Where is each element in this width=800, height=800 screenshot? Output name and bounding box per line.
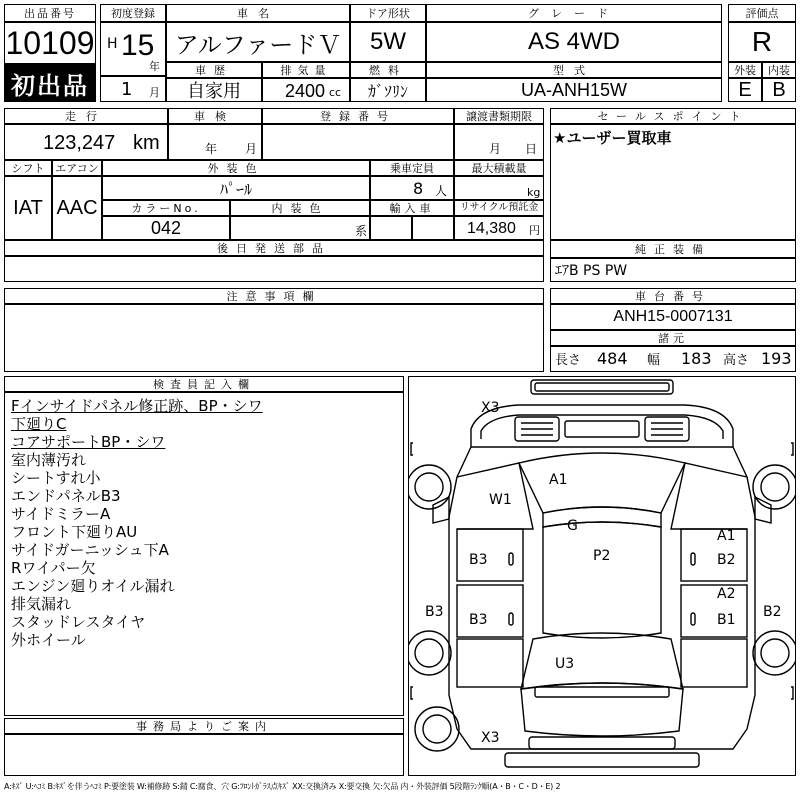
fuel: ｶﾞｿﾘﾝ (350, 78, 426, 102)
import-label: 輸入車 (370, 200, 454, 216)
inspect-line: コアサポートBP・シワ (11, 433, 166, 451)
grade-label: グレード (426, 4, 722, 22)
mileage-label: 走行 (4, 108, 168, 124)
reg-month: 1 (121, 79, 133, 100)
parts-label: 後日発送部品 (4, 240, 544, 256)
import-cell-2 (412, 216, 454, 240)
interior-score: B (762, 78, 796, 102)
lot-no-label: 出品番号 (4, 4, 96, 22)
first-reg-label: 初度登録 (100, 4, 166, 22)
mileage-cell (4, 124, 168, 160)
notes-label: 注意事項欄 (4, 288, 544, 304)
reg-month-cell (100, 76, 166, 102)
damage-g: G (567, 518, 578, 534)
length: 484 (597, 349, 628, 368)
color: ﾊﾟｰﾙ (102, 176, 370, 200)
history-label: 車歴 (166, 62, 262, 78)
first-reg-cell (100, 22, 166, 76)
recycle-cell (454, 216, 544, 240)
inspect-line: エンジン廻りオイル漏れ (11, 577, 175, 595)
color-no: 042 (102, 216, 230, 240)
era: H (107, 36, 118, 52)
inspect-line: 下廻りC (11, 415, 67, 433)
inspect-line: シートすれ小 (11, 469, 101, 487)
grade: AS 4WD (426, 22, 722, 62)
office-cell (4, 734, 404, 776)
lot-no: 10109 (4, 22, 96, 64)
capacity-cell (370, 176, 454, 200)
equip-cell (550, 258, 796, 282)
month-unit: 月 (149, 86, 160, 99)
inspect-line: 外ホイール (11, 631, 86, 649)
inspect-line: Fインサイドパネル修正跡、BP・シワ (11, 397, 263, 415)
damage-b3-left-rear: B3 (469, 612, 488, 628)
spec-cell (550, 346, 796, 372)
inspect-line: サイドガーニッシュ下A (11, 541, 169, 559)
inspection-year-unit: 年 (205, 142, 218, 156)
damage-a1-right: A1 (717, 528, 736, 544)
exterior-score: E (728, 78, 762, 102)
car-name-label: 車名 (166, 4, 350, 22)
exterior-label: 外装 (728, 62, 762, 78)
capacity-unit: 人 (435, 184, 448, 198)
height: 193 (761, 349, 792, 368)
capacity: 8 (413, 179, 424, 198)
reg-year: 15 (121, 29, 155, 62)
interior-label: 内装 (762, 62, 796, 78)
mileage: 123,247 (43, 132, 116, 154)
inspector-comments (4, 392, 404, 716)
selling-label: セールスポイント (550, 108, 796, 124)
damage-b2-right: B2 (717, 552, 736, 568)
damage-b2-outer-right: B2 (763, 604, 782, 620)
transfer-cell (454, 124, 544, 160)
damage-a1-roof: A1 (549, 472, 568, 488)
chassis-no: ANH15-0007131 (550, 304, 796, 330)
load-cell (454, 176, 544, 200)
equipment: ｴｱB PS PW (555, 263, 628, 279)
recycle-label: リサイクル預託金 (454, 200, 544, 216)
load-label: 最大積載量 (454, 160, 544, 176)
notes-cell (4, 304, 544, 372)
damage-x3-top: X3 (481, 400, 500, 416)
displacement-cell (262, 78, 350, 102)
damage-b3-outer-left: B3 (425, 604, 444, 620)
length-label: 長さ (555, 353, 582, 368)
displacement-unit: cc (329, 86, 342, 99)
shift-label: シフト (4, 160, 52, 176)
displacement-label: 排気量 (262, 62, 350, 78)
load-unit: kg (527, 186, 541, 199)
color-label: 外装色 (102, 160, 370, 176)
recycle-unit: 円 (529, 224, 540, 237)
recycle: 14,380 (467, 220, 516, 237)
width: 183 (681, 349, 712, 368)
equip-label: 純正装備 (550, 240, 796, 258)
inspector-label: 検査員記入欄 (4, 376, 404, 392)
score: R (728, 22, 796, 62)
spec-label: 諸元 (550, 330, 796, 346)
width-label: 幅 (647, 353, 661, 368)
inspect-line: Rワイパー欠 (11, 559, 96, 577)
model-label: 型式 (426, 62, 722, 78)
selling-point: ★ユーザー買取車 (553, 129, 672, 147)
door: 5W (350, 22, 426, 62)
fuel-label: 燃料 (350, 62, 426, 78)
inspect-line: 排気漏れ (11, 595, 72, 613)
model: UA-ANH15W (426, 78, 722, 102)
inspection-cell (168, 124, 262, 160)
inspect-line: フロント下廻りAU (11, 523, 138, 541)
displacement: 2400 (285, 81, 326, 101)
ac: AAC (52, 176, 102, 240)
selling-cell (550, 124, 796, 240)
score-label: 評価点 (728, 4, 796, 22)
transfer-day-unit: 日 (525, 142, 538, 156)
int-color-unit: 系 (355, 224, 368, 238)
capacity-label: 乗車定員 (370, 160, 454, 176)
inspect-line: サイドミラーA (11, 505, 111, 523)
plate-cell (262, 124, 454, 160)
transfer-label: 譲渡書類期限 (454, 108, 544, 124)
door-label: ドア形状 (350, 4, 426, 22)
office-label: 事務局よりご案内 (4, 718, 404, 734)
shift: IAT (4, 176, 52, 240)
damage-u3: U3 (555, 656, 575, 672)
inspection-month-unit: 月 (245, 142, 258, 156)
damage-w1: W1 (489, 492, 512, 508)
first-listing-badge: 初出品 (4, 64, 96, 102)
damage-b1-right: B1 (717, 612, 736, 628)
int-color-cell (230, 216, 370, 240)
plate-label: 登録番号 (262, 108, 454, 124)
height-label: 高さ (723, 353, 750, 368)
damage-a2-right: A2 (717, 586, 736, 602)
inspect-line: エンドパネルB3 (11, 487, 121, 505)
inspect-line: スタッドレスタイヤ (11, 613, 146, 631)
transfer-month-unit: 月 (489, 142, 502, 156)
ac-label: エアコン (52, 160, 102, 176)
import-cell (370, 216, 412, 240)
damage-p2: P2 (593, 548, 611, 564)
parts-cell (4, 256, 544, 282)
damage-b3-left-front: B3 (469, 552, 488, 568)
year-unit: 年 (149, 60, 160, 73)
chassis-label: 車台番号 (550, 288, 796, 304)
damage-diagram (408, 376, 796, 776)
mileage-unit: km (133, 132, 160, 154)
color-no-label: カラーNo. (102, 200, 230, 216)
legend: A:ｷｽﾞ U:ﾍｺﾐ B:ｷｽﾞを伴うﾍｺﾐ P:要塗装 W:補修跡 S:錆 C:腐食、穴 G:ﾌﾛﾝﾄｶﾞﾗｽ点ｷｽﾞ XX:交換済み X:要交換 欠:欠品 内・外装評価 5段階ﾗﾝｸ順(A・B・C・D・E) 2 (4, 782, 561, 791)
int-color-label: 内装色 (230, 200, 370, 216)
damage-x3-bottom: X3 (481, 730, 500, 746)
inspection-label: 車検 (168, 108, 262, 124)
car-outline (409, 377, 795, 775)
inspect-line: 室内薄汚れ (11, 451, 87, 469)
car-name: アルファードＶ (166, 22, 350, 62)
history: 自家用 (166, 78, 262, 102)
